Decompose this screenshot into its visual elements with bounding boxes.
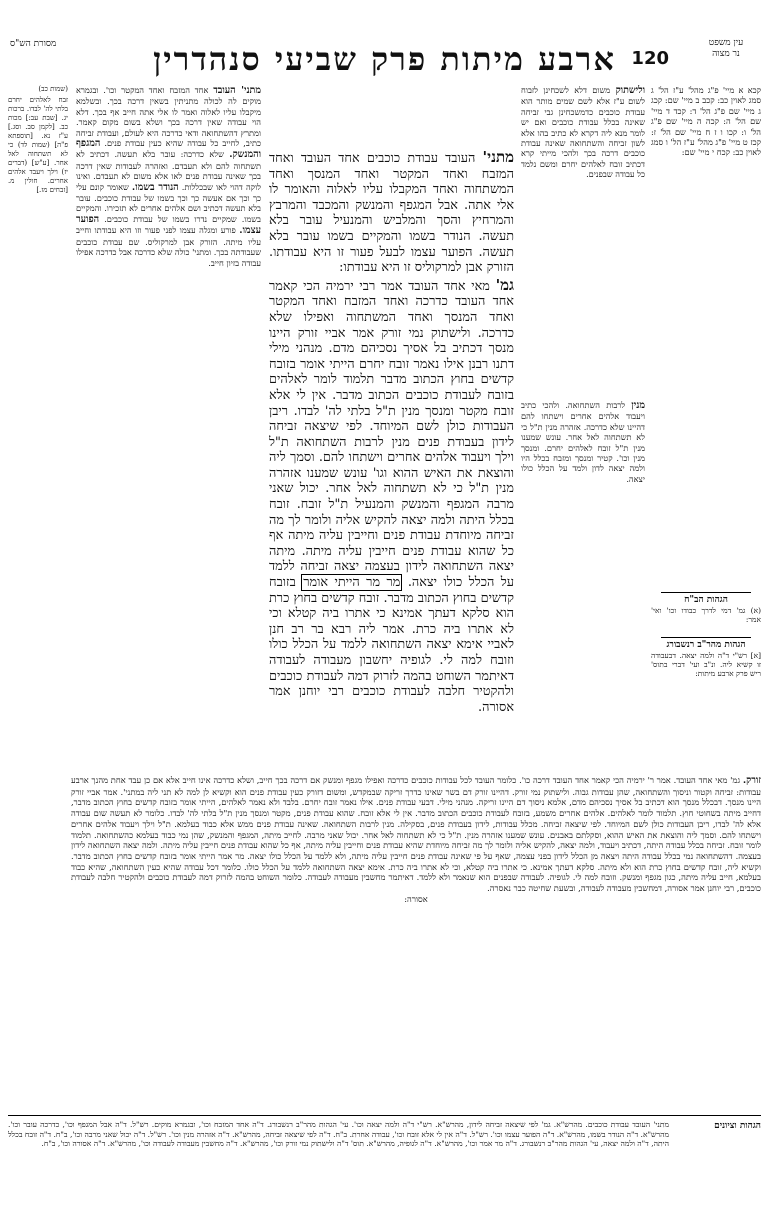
rashi-paragraph-lower [521, 400, 645, 484]
highlighted-phrase: מר מר הייתי אומר [303, 575, 401, 591]
tosafot-text-4: פורע ומגלה עצמו לפני פעור וזו היא עבודתו וחייב עליו מיתה. הזורק אבן למרקוליס. שם עבודת כוכבים שעבודתה בכך. ומתני' כולה שלא כדרכה אבל כדרכה אפילו עבודה בזיון חייב. [76, 225, 261, 268]
mishna-lead-word: מתני' [482, 150, 514, 166]
gemara-text-2: בזובח קדשים בחוץ הכתוב מדבר. זובח קדשים בחוץ כרת הוא סלקא דעתך אמינא כי אתרו ביה קטלא וכי לא אתרו ביה כרת. אמר ליה רבא בר רב חנן לאביי אימא יצאה השתחואה ללמד על הכלל כולו וזובח למה לי. לגופיה יחשבון מעבודה לעבודה דאיתמר השוחט בהמה לזרוק דמה לעבודת כוכבים ולהקטיר חלבה לעבודת כוכבים רבי יוחנן אמר אסורה. [269, 575, 514, 715]
haggahot-habach-body: (א) גמ' דמי לדרך כבודו וכו' ואי' אמר: [651, 606, 761, 624]
commentary-text: גמ' מאי אחד העובד. אמר ר' ירמיה הכי קאמר אחד העובד דרכה כו'. כלומר העובד לכל עבודות כוכבים כדרכה ואפילו מגפף ומנשק אם דרכה בכך חייב, ושלא כדרכה אינו חייב אלא אם כן עבד אחת מהנך ארבע עבודות: זביחה וקטור וניסוך והשתחואה, שהן עבודות גבוה. ולישתוק נמי זורק. דהיינו זורק דם בשר שאינו כדרך זריקה שבמקדש, ומשום דזורק כעין עבודת פנים הוא וקשיא לן למה לא תני ליה במתני'. אמר אביי זורק היינו מנסך. דבכלל מנסך הוא דכתיב בל אסיך נסכיהם מדם, אלמא ניסוך דם היינו זריקה. מנהני מילי. דבעי עבודת פנים. אילו נאמר זובח יחרם. בלבד ולא נאמר לאלהים, הייתי אומר בזובח קדשים בחוץ הכתוב מדבר, דחייב מיתה בשחוטי חוץ. תלמוד לומר לאלהים. אלהים אחרים משמע, בזובח לעבודת כוכבים הכתוב מדבר. אין לי אלא זובח. שהוא עבודת פנים, מקטר ומנסך מנין ת"ל בלתי לה' לבדו. כלומר לא תעשה שום עבודה אלא לה' לבדו, ריבן העבודות כולן לשם המיוחד. לפי שיצאה זביחה. מכלל עבודות, לידון בעבודת פנים, בסקילה. מנין לרבות השתחואה. שאינה עבודת פנים ממש אלא כבוד בעלמא. ת"ל וילך ויעבוד אלהים אחרים וישתחו להם. וסמך ליה והוצאת את האיש ההוא, וסקלתם באבנים. עונש שמענו אזהרה מנין. ת"ל כי לא תשתחוה לאל אחר. יכול שאני מרבה. לחייב מיתה, המגפף והמנשק, שהן נמי כבוד בעלמא כהשתחואה. תלמוד לומר זובח. זביחה בכלל עבודה היתה, דכתיב ויעבוד, ולמה יצאה, להקיש אליה ולומר לך מה זביחה מיוחדת שהיא עבודת פנים וחייבין עליה מיתה, אף כל שהוא עבודת פנים חייבין עליה מיתה. ולמה יצאה השתחואה לידון בעצמה. דהשתחואה נמי בכלל עבודה היתה ויצאה מן הכלל לידון בפני עצמה, שאף על פי שאינה עבודת פנים חייבין עליה מיתה, ולא ללמד על הכלל כולו יצאה. מר אמר הייתי אומר בזובח קדשים בחוץ הכתוב מדבר. וקשיא ליה, זובח קדשים בחוץ כרת הוא ולא מיתה. סלקא דעתך אמינא. כי אתרו ביה קטלא, וכי לא אתרו ביה כרת. אימא יצאה השתחואה ללמד על הכלל כולו. כלומר דכל עבודה שהיא כעין השתחואה, שהיא כבוד בעלמא, חייב עליה מיתה, כגון מגפף ומנשק. וזובח למה לי. לגופיה. לעבודה שבפנים הוא שנאמר ולא ללמד. דאיתמר מחשבין מעבודה לעבודה. כלומר השוחט בהמה לזרוק דמה לעבודת כוכבים ולהקטיר חלבה לעבודת כוכבים, רבי יוחנן אמר אסורה, דמחשבין מעבודה לעבודה, ובשעת שחיטה כבר נאסרה. [71, 775, 761, 894]
ner-mitzvah-heading: נר מצוה [712, 49, 740, 59]
masoret-text: זבח לאלהים יחרם בלתי לה' לבדו. ברכות יג. [שבת עב:] מכות כב. [לקמן סב. וסג.] ע"ז נא. [תוספתא פ"ה] (שמות לד) כי לא תשתחוה לאל אחר. [ע"ש] (דברים יז) וילך ויעבד אלהים אחרים. חולין מ. [זבחים מז.] [8, 96, 68, 194]
rashi-paragraph [521, 85, 645, 180]
rashi-column-lower [521, 400, 645, 760]
tosafot-keyword-3: הפוער עצמו. [76, 213, 261, 237]
ein-mishpat-text: קכא א מיי' פ"ג מהל' ע"ז הל' ג סמג לאוין כב: קכב ב מיי' שם: קכג ג מיי' שם פ"ג הל' ד: קכד ד מיי' שם הל' ה: קכה ה מיי' שם פ"ג הל' ו: קכו ו ז ח מיי' שם הל' ז: קכז ט מיי' פ"ג מהל' ע"ז הל' ו סמג לאוין כב: קכח י מיי' שם: [651, 85, 761, 158]
commentary-end: אסורה: [404, 893, 428, 904]
page-number: 120 [631, 48, 669, 69]
gemara-text-1: מאי אחד העובד אמר רבי ירמיה הכי קאמר אחד העובד כדרכה ואחד המזבח ואחד המקטר ואחד המנסך ואחד המשתחוה ואפילו שלא כדרכה. ולישתוק נמי זורק אמר אביי זורק היינו מנסך דכתיב בל אסיך נסכיהם מדם. מנהני מילי דתנו רבנן אילו נאמר זובח יחרם הייתי אומר בזובח קדשים בחוץ הכתוב מדבר תלמוד לומר לאלהים בזובח לעבודת כוכבים הכתוב מדבר. אין לי אלא זובח מקטר ומנסך מנין ת"ל בלתי לה' לבדו. ריבן העבודות כולן לשם המיוחד. לפי שיצאה זביחה לידון בעבודת פנים מנין לרבות השתחואה ת"ל וילך ויעבוד אלהים אחרים וישתחו להם. וסמך ליה והוצאת את האיש ההוא וגו' עונש שמענו אזהרה מנין ת"ל כי לא תשתחוה לאל אחר. יכול שאני מרבה המגפף והמנשק והמנעיל ת"ל זובח. זובח בכלל היתה ולמה יצאה להקיש אליה ולומר לך מה זביחה מיוחדת עבודת פנים וחייבין עליה מיתה אף כל שהוא עבודת פנים חייבין עליה מיתה. מיתה יצאה השתחואה לידון בעצמה יצאה זביחה ללמד על הכלל כולו יצאה. [269, 278, 514, 591]
ein-mishpat-column [651, 85, 761, 585]
tosafot-text-3: שאומר קונם עלי כך וכך אם אעשה כך וכך בשמו של עבודת כוכבים. עובר בלא תעשה דכתיב ושם אלהים אחרים לא תזכירו. והמקיים בשמו. שמקיים נדרו בשמו של עבודת כוכבים. [76, 181, 261, 224]
rashi-lower-text: לרבות השתחואה. ולהכי כתיב ויעבוד אלהים אחרים וישתחו להם דהיינו שלא כדרכה. אזהרה מנין ת"ל כי לא תשתחוה לאל אחר. עונש שמענו מנין ת"ל זובח לאלהים יחרם. ומנסך מנין וכו'. קטיר ומנסך ומזבח בכלל היו ולמה יצאה לדון ולמד על הכלל כולו יצאה. [521, 400, 645, 484]
gemara-main-text [269, 150, 514, 760]
haggahot-maharsha-title: הגהות מהר"ב רנשבורג [666, 640, 746, 650]
masoret-hashas-column [8, 85, 68, 985]
haggahot-maharsha-box [651, 635, 761, 678]
masoret-ref: (שמות כב) [38, 85, 68, 93]
rashi-lead-word: ולישתוק [615, 85, 645, 96]
footer-label: הגהות וציונים [714, 1121, 761, 1131]
footer-divider [8, 1115, 761, 1116]
gemara-lead-word: גמ' [495, 275, 514, 294]
ein-mishpat-heading: עין משפט [708, 38, 744, 48]
tosafot-column [76, 85, 261, 765]
commentary-paragraph [71, 775, 761, 894]
tosafot-text-1: אחד המזבח ואחד המקטר וכו'. ובגמרא מוקים לה לכולה מתניתין בשאין דרכה בכך. ובשלמא מיקבלו עליו לאלוה ואמר לו אלי אתה חייב אף בכך. דלא הוי עבודה שאין דרכה בכך ושלא בשום מקום קאמר. ומתרץ דהשתחואה ודאי כדרכה היא לעולם, ועבודת זביחה כתיב, לחייב כל עבודה שהיא כעין עבודת פנים. [76, 85, 261, 149]
divider [661, 592, 751, 593]
rashi-lower-lead-word: מנין [631, 400, 645, 411]
haggahot-habach-box [651, 590, 761, 624]
tosafot-text-2: שלא כדרכה: עובר בלא תעשה. דכתיב לא תשתחוה להם ולא תעבדם. ואזהרה לעבודות שאין דרכה בכך שאינה עבודת פנים לאו אלא משום לא תעבדם. ואינו לוקה דהוי לאו שבכללות. [76, 149, 261, 192]
footer-notes: מתני' העובד עבודת כוכבים. מהרש"א. גמ' לפי שיצאה זביחה לידון, מהרש"א. רש"י ד"ה ולמה יצאה וכו'. עי' הגהות מהר"ב רנשבורג. ד"ה אחד המזבח וכו', ובגמרא מוקים. רש"ל. ד"ה אבל המגפף וכו', כדרכה עובר וכו'. מהרש"א. ד"ה הנודר בשמו, מהרש"א. ד"ה הפוער עצמו וכו'. רש"ל. ד"ה אין לי אלא זובח וכו', עבודה אחרת. ב"ח. ד"ה לפי שיצאה זביחה, מהרש"א. ד"ה אזהרה מנין וכו'. רש"ל. ד"ה יכול שאני מרבה וכו', ב"ח. ד"ה זובח בכלל היתה, ד"ה ולמה יצאה, עי' הגהות מהר"ב רנשבורג. ד"ה מר אמר וכו', מהרש"א. ד"ה לגופיה, מהרש"א. תוס' ד"ה ולישתוק נמי זורק וכו', מהרש"א. ד"ה מחשבין מעבודה לעבודה וכו', מהרש"א. ד"ה אסורה וכו', ב"ח. [8, 1120, 669, 1149]
tosafot-keyword-2: הנודר בשמו. [131, 181, 179, 193]
haggahot-maharsha-body: [א] רש"י ד"ה ולמה יצאה. דבעבודה זו קשיא ליה. ונ"ב ועי' דברי בתוס' ריש פרק ארבע מיתות: [651, 651, 761, 678]
divider [661, 637, 751, 638]
mishna-paragraph [269, 150, 514, 276]
page-title: ארבע מיתות פרק שביעי סנהדרין [153, 40, 616, 78]
tosafot-lead-word: מתני' העובד [213, 85, 261, 96]
haggahot-habach-title: הגהות הב"ח [684, 595, 728, 605]
masoret-hashas-label: מסורת הש"ס [10, 39, 57, 49]
rashi-column-top [521, 85, 645, 395]
full-width-commentary [71, 775, 761, 1110]
page-header [0, 38, 769, 78]
gemara-paragraph [269, 275, 514, 716]
tosafot-paragraph [76, 85, 261, 268]
rashi-text: משום דלא לשכחינן לזבוח לשום ע"ז אלא לשם שמים מותר הוא עבודת כוכבים כדמשכחינן גבי זביחה שאינה בכלל עבודת כוכבים ואם יש לומר מנא ליה דקרא לא כתיב בהו אלא לשון זביחה והשתחואה שאינה עבודת כוכבים דרכה בכך ולהכי מייתי קרא דכתיב זובח לאלהים יחרם ומשם נלמד כל עבודה שבפנים. [521, 85, 645, 180]
commentary-lead-word: זורק. [742, 775, 761, 786]
tosafot-keyword-1: המגפף והמנשק. [76, 138, 261, 161]
mishna-text: העובד עבודת כוכבים אחד העובד ואחד המזבח ואחד המקטר ואחד המנסך ואחד המשתחוה ואחד המקבלו עליו לאלוה והאומר לו אלי אתה. אבל המגפף והמנשק והמכבד והמרבץ והמרחיץ והסך והמלביש והמנעיל עובר בלא תעשה. הנודר בשמו והמקיים בשמו עובר בלא תעשה. הפוער עצמו לבעל פעור זו היא עבודתו. הזורק אבן למרקוליס זו היא עבודתו: [269, 151, 514, 276]
